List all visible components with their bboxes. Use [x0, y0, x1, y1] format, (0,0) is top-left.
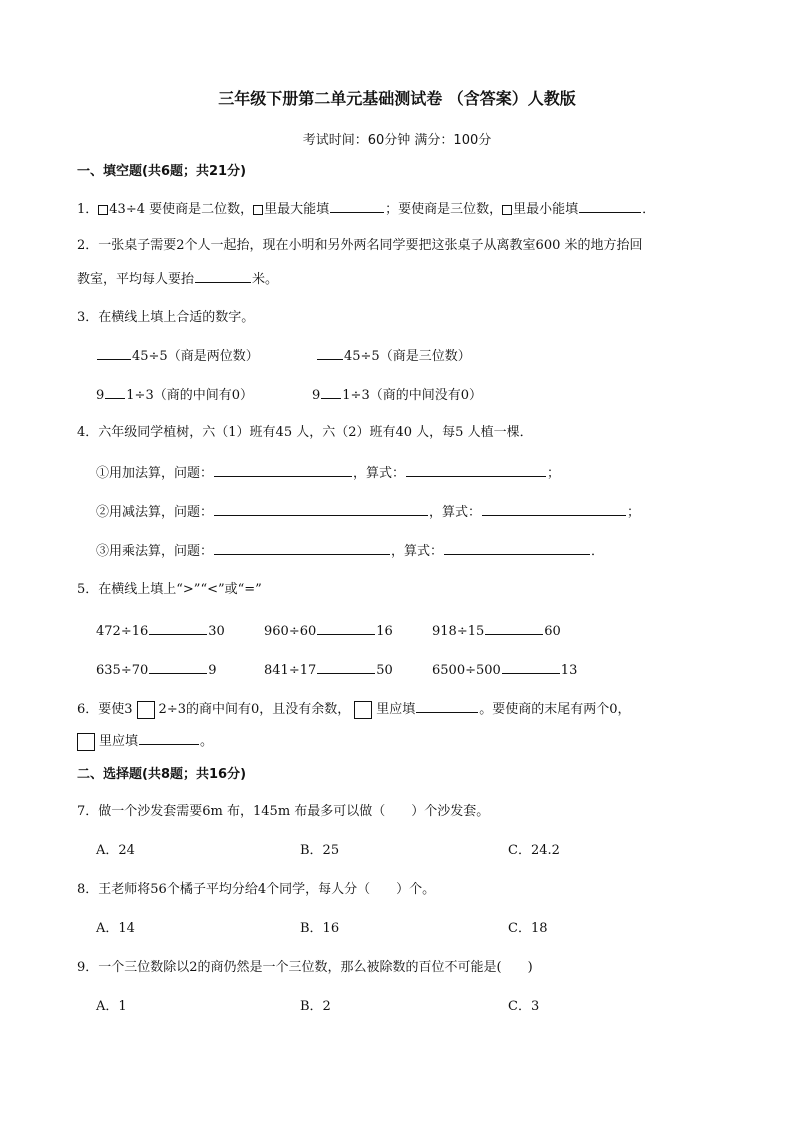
answer-blank[interactable] — [406, 462, 546, 477]
placeholder-box-icon — [253, 205, 263, 215]
question-4-part-1: ①用加法算，问题： ，算式： ； — [96, 462, 560, 484]
question-3-item-2: 45÷5（商是三位数） — [316, 345, 471, 367]
answer-blank[interactable] — [214, 462, 352, 477]
question-8-stem: 8．王老师将56个橘子平均分给4个同学，每人分（ ）个。 — [77, 882, 436, 897]
option-c[interactable]: C．3 — [508, 999, 540, 1014]
question-3-item-1: 45÷5（商是两位数） — [96, 345, 259, 367]
section-heading-multiple-choice: 二、选择题(共8题；共16分) — [77, 767, 247, 782]
answer-blank[interactable] — [502, 659, 560, 674]
compare-item: 841÷17 50 — [264, 659, 393, 681]
compare-item: 635÷70 9 — [96, 659, 217, 681]
question-1: 1． 43÷4 要使商是二位数， 里最大能填 ；要使商是三位数， 里最小能填 ． — [77, 198, 655, 220]
answer-blank[interactable] — [444, 540, 590, 555]
compare-item: 918÷15 60 — [432, 620, 561, 642]
question-3-stem: 3．在横线上填上合适的数字。 — [77, 310, 255, 325]
question-4-stem: 4．六年级同学植树，六（1）班有45 人，六（2）班有40 人，每5 人植一棵． — [77, 425, 533, 440]
option-c[interactable]: C．24.2 — [508, 843, 560, 858]
answer-box[interactable] — [77, 733, 95, 751]
option-b[interactable]: B．25 — [300, 843, 340, 858]
question-7-stem: 7．做一个沙发套需要6m 布，145m 布最多可以做（ ）个沙发套。 — [77, 804, 490, 819]
answer-blank[interactable] — [149, 659, 207, 674]
option-b[interactable]: B．2 — [300, 999, 331, 1014]
option-c[interactable]: C．18 — [508, 921, 548, 936]
answer-blank[interactable] — [330, 198, 384, 213]
answer-blank[interactable] — [149, 620, 207, 635]
answer-blank[interactable] — [317, 659, 375, 674]
section-heading-fill-blank: 一、填空题(共6题；共21分) — [77, 164, 247, 179]
answer-box[interactable] — [354, 701, 372, 719]
answer-blank[interactable] — [105, 384, 125, 399]
answer-blank[interactable] — [97, 345, 131, 360]
answer-blank[interactable] — [317, 620, 375, 635]
answer-blank[interactable] — [317, 345, 343, 360]
answer-box[interactable] — [137, 701, 155, 719]
question-5-stem: 5．在横线上填上“>”“<”或“=” — [77, 582, 262, 597]
compare-item: 6500÷500 13 — [432, 659, 577, 681]
option-a[interactable]: A．24 — [96, 843, 135, 858]
answer-blank[interactable] — [579, 198, 641, 213]
compare-item: 960÷60 16 — [264, 620, 393, 642]
compare-item: 472÷16 30 — [96, 620, 225, 642]
answer-blank[interactable] — [214, 540, 390, 555]
question-9-stem: 9．一个三位数除以2的商仍然是一个三位数，那么被除数的百位不可能是( ) — [77, 960, 533, 975]
question-4-part-2: ②用减法算，问题： ，算式： ； — [96, 501, 640, 523]
answer-blank[interactable] — [139, 730, 199, 745]
question-3-item-4: 9 1÷3（商的中间没有0） — [312, 384, 482, 406]
question-2-line-2: 教室，平均每人要抬 米。 — [77, 268, 278, 290]
question-2-line-1: 2．一张桌子需要2个人一起抬，现在小明和另外两名同学要把这张桌子从离教室600 米的地方抬回 — [77, 238, 643, 253]
answer-blank[interactable] — [321, 384, 341, 399]
option-a[interactable]: A．1 — [96, 999, 127, 1014]
answer-blank[interactable] — [416, 698, 478, 713]
page-title: 三年级下册第二单元基础测试卷 （含答案）人教版 — [218, 89, 576, 108]
exam-info: 考试时间：60分钟 满分：100分 — [302, 133, 492, 148]
answer-blank[interactable] — [482, 501, 626, 516]
option-a[interactable]: A．14 — [96, 921, 135, 936]
answer-blank[interactable] — [485, 620, 543, 635]
answer-blank[interactable] — [195, 268, 251, 283]
placeholder-box-icon — [502, 205, 512, 215]
option-b[interactable]: B．16 — [300, 921, 340, 936]
question-3-item-3: 9 1÷3（商的中间有0） — [96, 384, 253, 406]
question-6-line-1: 6．要使3 2÷3的商中间有0，且没有余数， 里应填 。要使商的末尾有两个0， — [77, 698, 631, 720]
placeholder-box-icon — [98, 205, 108, 215]
answer-blank[interactable] — [214, 501, 428, 516]
question-4-part-3: ③用乘法算，问题： ，算式： ． — [96, 540, 604, 562]
question-6-line-2: 里应填 。 — [77, 730, 213, 752]
